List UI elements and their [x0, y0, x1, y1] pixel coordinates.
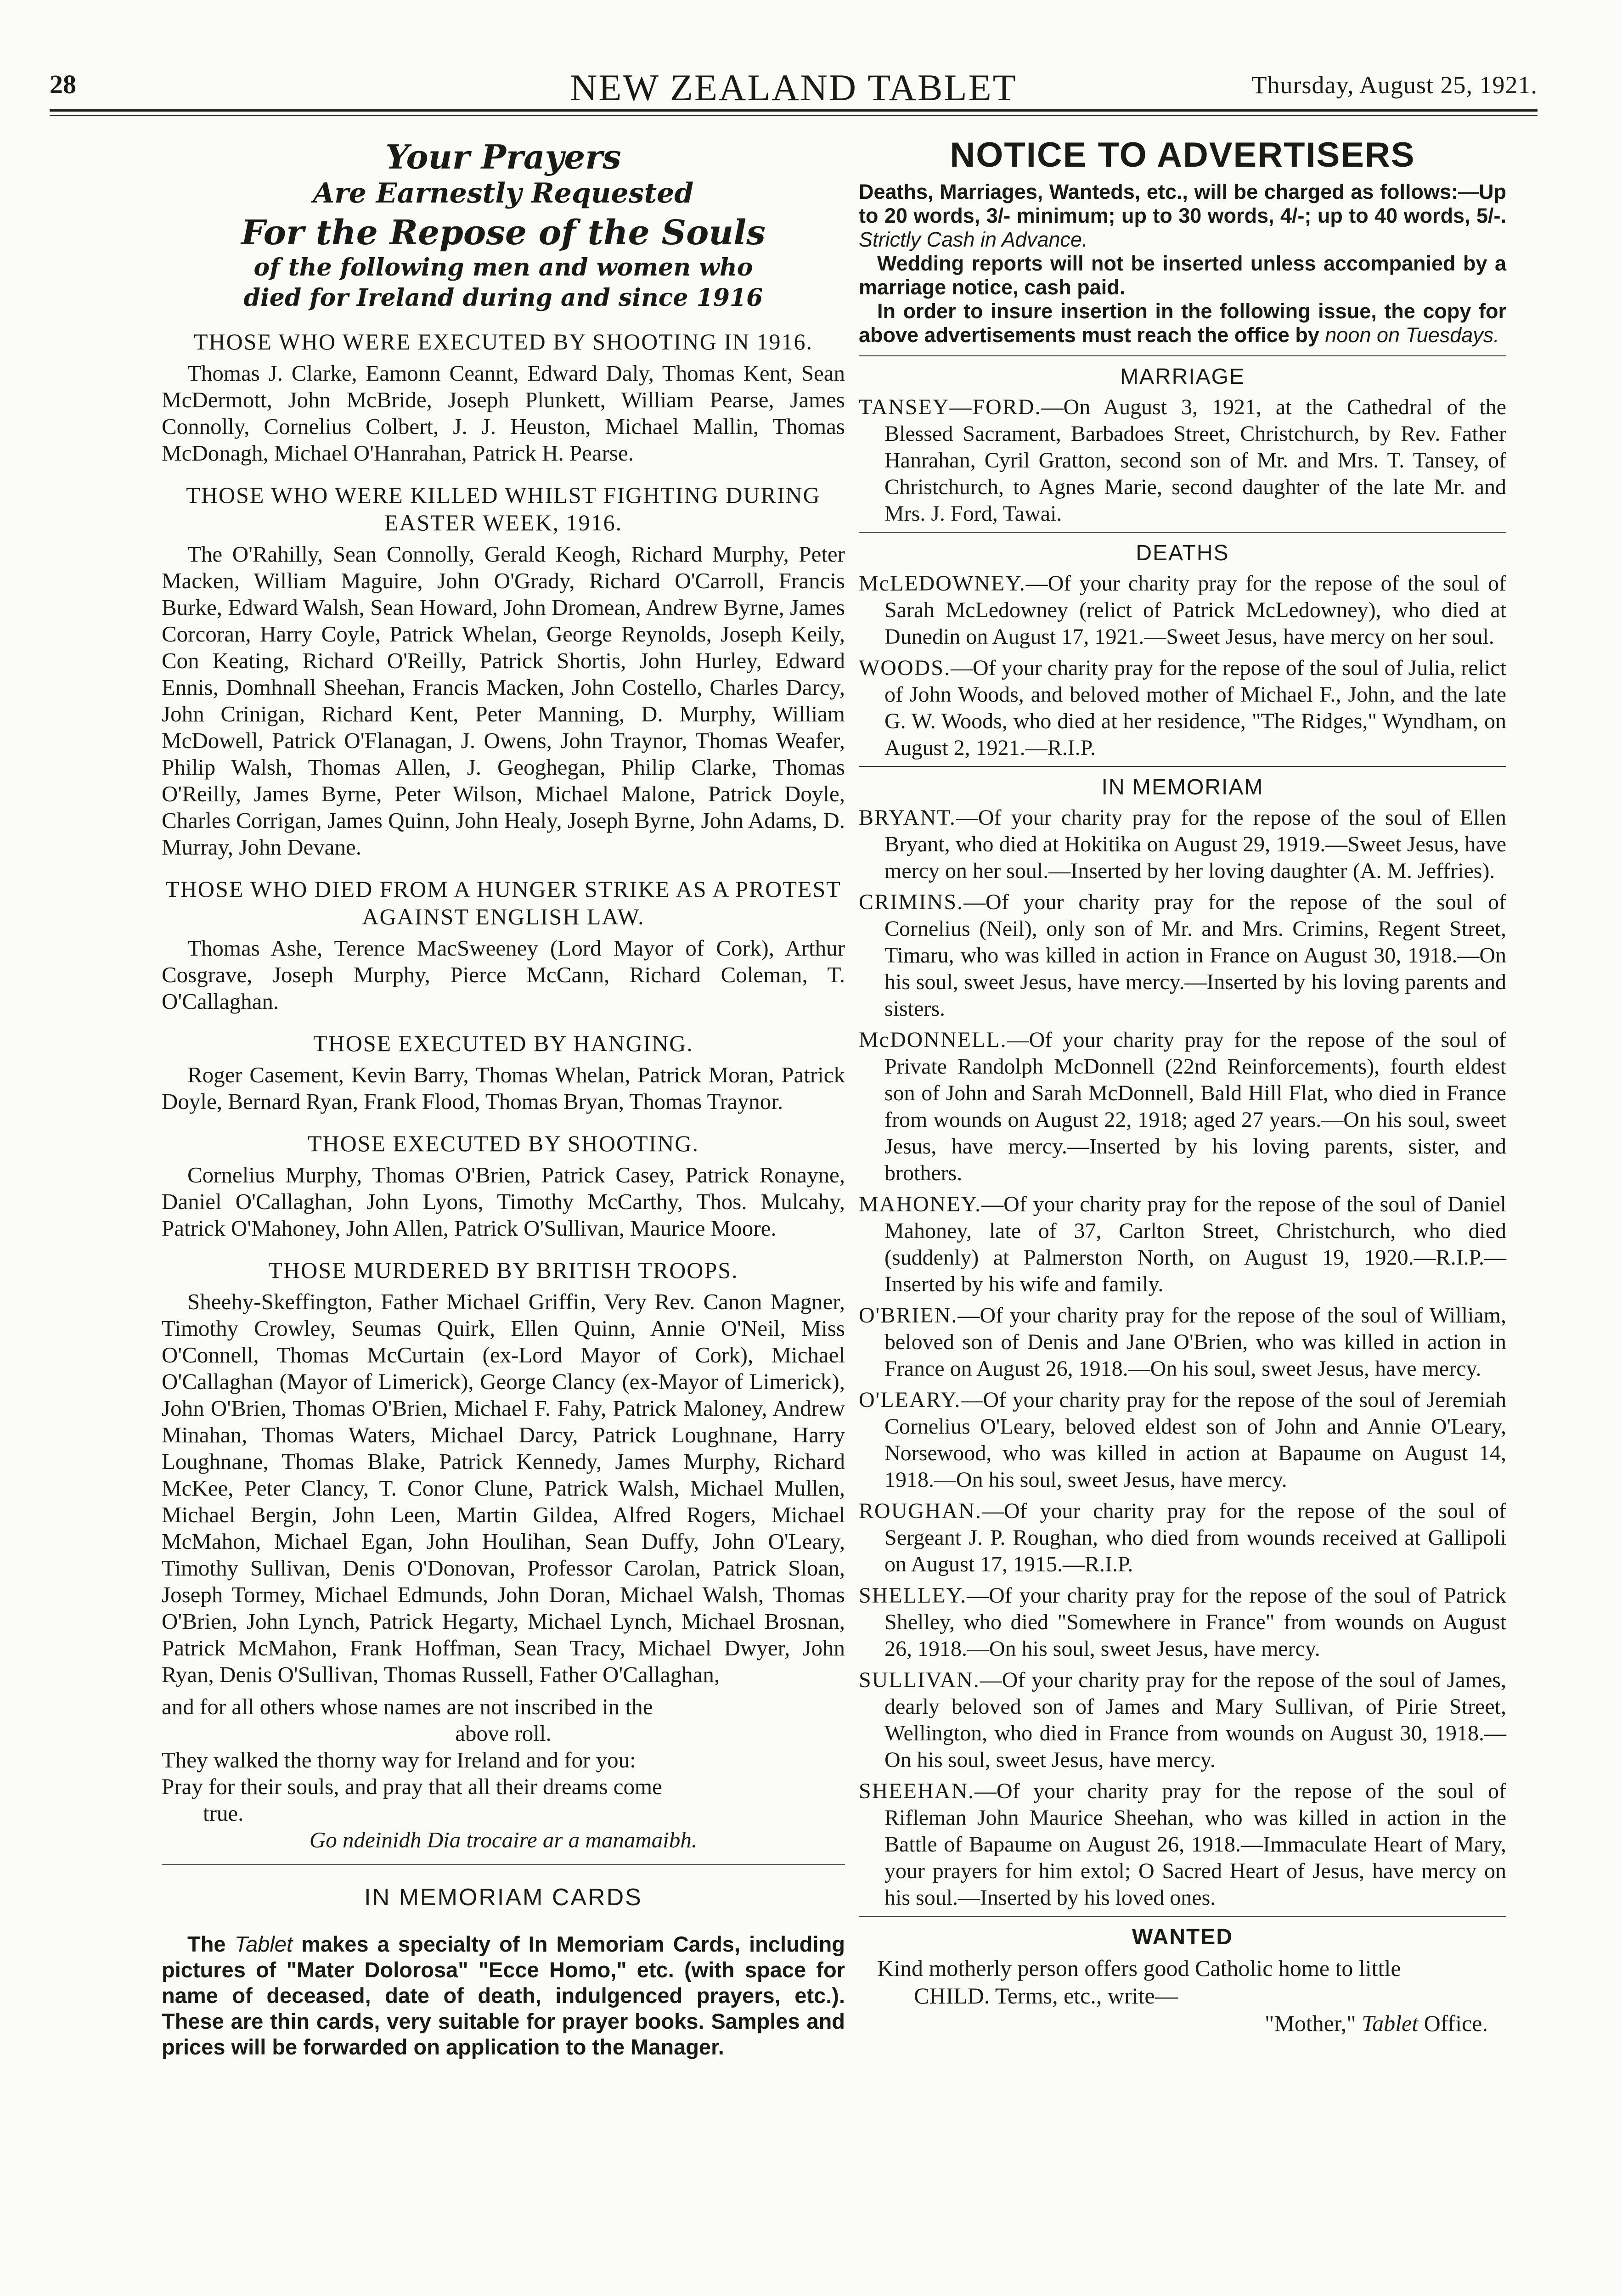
entry-name: O'BRIEN. — [859, 1303, 958, 1328]
section-names: Thomas J. Clarke, Eamonn Ceannt, Edward Daly, Thomas Kent, Sean McDermott, John McBride, Joseph Plunkett, William Pearse, James Connolly, Cornelius Colbert, J. J. Heuston, Michael Mallin, Thomas McDonagh, Michael O'Hanrahan, Patrick H. Pearse. — [162, 360, 845, 466]
death-entry — [859, 570, 1506, 650]
entry-name: McLEDOWNEY. — [859, 571, 1026, 596]
in-memoriam-heading: IN MEMORIAM — [1101, 775, 1264, 799]
entry-text: —Of your charity pray for the repose of the soul of Rifleman John Maurice Sheehan, who was killed in action in the Battle of Bapaume on August 26, 1918.—Immaculate Heart of Mary, your prayers for him extol; O Sacred Heart of Jesus, have mercy on his soul.—Inserted by his loved ones. — [884, 1779, 1506, 1910]
memoriam-entry — [859, 1778, 1506, 1911]
entry-text: —Of your charity pray for the repose of the soul of Cornelius (Neil), only son of Mr. and Mrs. Crimins, Regent Street, Timaru, who was killed in action in France on August 30, 1918.—On his soul, sweet Jesus, have mercy.—Inserted by his loving parents and sisters. — [884, 890, 1506, 1021]
section-divider — [859, 1916, 1506, 1917]
section-names: The O'Rahilly, Sean Connolly, Gerald Keogh, Richard Murphy, Peter Macken, William Maguire, John O'Grady, Richard O'Carroll, Francis Burke, Edward Walsh, Sean Howard, John Dromean, Andrew Byrne, James Corcoran, Harry Coyle, Patrick Whelan, George Reynolds, Joseph Keily, Con Keating, Richard O'Reilly, Patrick Shortis, John Hurley, Edward Ennis, Domhnall Sheehan, Francis Macken, John Costello, Charles Darcy, John Crinigan, Richard Kent, Peter Manning, D. Murphy, William McDowell, Patrick O'Flanagan, J. Owens, John Traynor, Thomas Weafer, Philip Walsh, Thomas Allen, J. Geoghegan, Philip Clarke, Thomas O'Reilly, James Byrne, Peter Wilson, Michael Malone, Patrick Doyle, Charles Corrigan, James Quinn, John Healy, Joseph Byrne, John Adams, D. Murray, John Devane. — [162, 541, 845, 860]
memoriam-cards-text — [162, 1931, 845, 2060]
entry-name: McDONNELL. — [859, 1028, 1007, 1052]
closing-verse — [162, 1694, 845, 1853]
closing-line: above roll. — [455, 1721, 552, 1746]
notice-wedding: Wedding reports will not be inserted unless accompanied by a marriage notice, cash paid. — [859, 252, 1506, 299]
entry-name: BRYANT. — [859, 805, 956, 830]
entry-text: —Of your charity pray for the repose of the soul of Julia, relict of John Woods, and beloved mother of Michael F., John, and the late G. W. Woods, who died at her residence, "The Ridges," Wyndham, on August 2, 1921.—R.I.P. — [884, 656, 1506, 760]
closing-line: and for all others whose names are not inscribed in the — [162, 1694, 653, 1719]
section-title: THOSE MURDERED BY BRITISH TROOPS. — [268, 1257, 738, 1283]
notice-rates — [859, 180, 1506, 252]
section-title: THOSE EXECUTED BY SHOOTING. — [307, 1131, 699, 1156]
entry-text: —Of your charity pray for the repose of the soul of Private Randolph McDonnell (22nd Reinforcements), fourth eldest son of John and Sarah McDonnell, Bald Hill Flat, who died in France from wounds on August 22, 1918; aged 27 years.—On his soul, sweet Jesus, have mercy.—Inserted by his loving parents, sister, and brothers. — [884, 1028, 1506, 1185]
marriage-entry — [859, 394, 1506, 527]
wanted-line: CHILD. Terms, etc., write— — [914, 1983, 1178, 2009]
section-title: THOSE WHO DIED FROM A HUNGER STRIKE AS A PROTEST AGAINST ENGLISH LAW. — [165, 876, 841, 929]
marriage-heading: MARRIAGE — [1120, 365, 1245, 389]
right-column — [859, 135, 1506, 2037]
header-rule — [50, 109, 1538, 112]
section-names: Cornelius Murphy, Thomas O'Brien, Patrick Casey, Patrick Ronayne, Daniel O'Callaghan, John Lyons, Timothy McCarthy, Thos. Mulcahy, Patrick O'Mahoney, John Allen, Patrick O'Sullivan, Maurice Moore. — [162, 1162, 845, 1241]
memoriam-entry — [859, 889, 1506, 1022]
entry-text: —Of your charity pray for the repose of the soul of Patrick Shelley, who died "Somewhere in France" from wounds on August 26, 1918.—On his soul, sweet Jesus, have mercy. — [884, 1583, 1506, 1661]
memoriam-entry — [859, 805, 1506, 884]
left-column — [162, 138, 845, 2060]
page-header — [50, 69, 1538, 106]
verse-line: Pray for their souls, and pray that all their dreams come — [162, 1774, 662, 1799]
entry-name: MAHONEY. — [859, 1192, 982, 1216]
entry-name: SHELLEY. — [859, 1583, 967, 1608]
memoriam-cards-text-rest: makes a specialty of In Memoriam Cards, including pictures of "Mater Dolorosa" "Ecce Homo," etc. (with space for name of deceased, date of death, indulgenced prayers, etc.). These are thin cards, very suitable for prayer books. Samples and prices will be forwarded on application to the Manager. — [162, 1932, 845, 2059]
prayers-line-died: died for Ireland during and since 1916 — [243, 284, 763, 312]
notice-rates-text: Deaths, Marriages, Wanteds, etc., will be charged as follows:—Up to 20 words, 3/- minimum; up to 30 words, 4/-; up to 40 words, 5/-. — [859, 180, 1506, 227]
section-names: Roger Casement, Kevin Barry, Thomas Whelan, Patrick Moran, Patrick Doyle, Bernard Ryan, Frank Flood, Thomas Bryan, Thomas Traynor. — [162, 1062, 845, 1114]
issue-date: Thursday, August 25, 1921. — [1251, 71, 1538, 99]
memoriam-entry — [859, 1667, 1506, 1773]
tablet-word: Tablet — [1362, 2010, 1419, 2036]
section-names: Sheehy-Skeffington, Father Michael Griffin, Very Rev. Canon Magner, Timothy Crowley, Seumas Quirk, Ellen Quinn, Annie O'Neil, Miss O'Connell, Thomas McCurtain (ex-Lord Mayor of Cork), Michael O'Callaghan (Mayor of Limerick), George Clancy (ex-Mayor of Limerick), John O'Brien, Thomas O'Brien, Michael F. Fahy, Patrick Maloney, Andrew Minahan, Thomas Waters, Michael Darcy, Patrick Loughnane, Harry Loughnane, Thomas Blake, Patrick Kennedy, James Murphy, Richard McKee, Peter Clancy, T. Conor Clune, Patrick Walsh, Michael Mullen, Michael Bergin, John Leen, Martin Gildea, Alfred Rogers, Michael McMahon, Michael Egan, John Houlihan, Sean Duffy, John O'Leary, Timothy Sullivan, Denis O'Donovan, Professor Carolan, Patrick Sloan, Joseph Tormey, Michael Edmunds, John Doran, Michael Walsh, Thomas O'Brien, John Lynch, Patrick Hegarty, Michael Lynch, Michael Brosnan, Patrick McMahon, Frank Hoffman, Sean Tracy, Michael Dwyer, John Ryan, Denis O'Sullivan, Thomas Russell, Father O'Callaghan, — [162, 1289, 845, 1687]
entry-name: WOODS. — [859, 656, 951, 680]
verse-line: They walked the thorny way for Ireland and for you: — [162, 1747, 636, 1773]
entry-text: —Of your charity pray for the repose of the soul of Daniel Mahoney, late of 37, Carlton Street, Christchurch, who died (suddenly) at Palmerston North, on August 19, 1920.—R.I.P.—Inserted by his wife and family. — [884, 1192, 1506, 1296]
deaths-heading: DEATHS — [1136, 541, 1229, 565]
verse-line: true. — [203, 1801, 244, 1826]
notice-deadline — [859, 299, 1506, 347]
notice-heading: NOTICE TO ADVERTISERS — [950, 135, 1415, 174]
prayers-repose-heading: For the Repose of the Souls — [241, 213, 766, 253]
memoriam-entry — [859, 1027, 1506, 1187]
tablet-word: Tablet — [234, 1932, 293, 1956]
memoriam-entry — [859, 1582, 1506, 1662]
section-names: Thomas Ashe, Terence MacSweeney (Lord Mayor of Cork), Arthur Cosgrave, Joseph Murphy, Pierce McCann, Richard Coleman, T. O'Callaghan. — [162, 935, 845, 1014]
wanted-heading: WANTED — [1132, 1925, 1233, 1949]
memoriam-entry — [859, 1191, 1506, 1298]
entry-name: SULLIVAN. — [859, 1668, 980, 1692]
section-title: THOSE WHO WERE KILLED WHILST FIGHTING DURING EASTER WEEK, 1916. — [186, 482, 821, 535]
wanted-sig-start: "Mother," — [1264, 2010, 1356, 2036]
entry-text: —Of your charity pray for the repose of the soul of Sarah McLedowney (relict of Patrick McLedowney), who died at Dunedin on August 17, 1921.—Sweet Jesus, have mercy on her soul. — [884, 571, 1506, 649]
entry-name: O'LEARY. — [859, 1388, 961, 1412]
entry-name: ROUGHAN. — [859, 1499, 982, 1523]
header-rule-thin — [50, 115, 1538, 116]
entry-text: —Of your charity pray for the repose of the soul of James, dearly beloved son of James and Mary Sullivan, of Pirie Street, Wellington, who died in France from wounds on August 30, 1918.—On his soul, sweet Jesus, have mercy. — [884, 1668, 1506, 1772]
section-divider — [859, 355, 1506, 356]
section-divider — [859, 766, 1506, 767]
prayers-subheading: Are Earnestly Requested — [313, 177, 694, 209]
section-divider — [162, 1864, 845, 1865]
entry-text: —Of your charity pray for the repose of the soul of Sergeant J. P. Roughan, who died from wounds received at Gallipoli on August 17, 1915.—R.I.P. — [884, 1499, 1506, 1576]
prayers-heading: Your Prayers — [385, 137, 621, 176]
publication-title: NEW ZEALAND TABLET — [570, 67, 1017, 108]
notice-cash-note: Strictly Cash in Advance. — [859, 228, 1088, 251]
wanted-signature — [859, 2009, 1506, 2037]
memoriam-cards-text-start: The — [187, 1932, 226, 1956]
wanted-line: Kind motherly person offers good Catholic home to little — [877, 1955, 1401, 1981]
entry-name: SHEEHAN. — [859, 1779, 974, 1803]
death-entry — [859, 655, 1506, 761]
notice-deadline-text: In order to insure insertion in the following issue, the copy for above advertisements must reach the office by — [859, 299, 1506, 347]
section-divider — [859, 532, 1506, 533]
memoriam-entry — [859, 1387, 1506, 1493]
memoriam-entry — [859, 1498, 1506, 1578]
page-number: 28 — [50, 69, 76, 99]
entry-text: —Of your charity pray for the repose of the soul of William, beloved son of Denis and Jane O'Brien, who was killed in action in France on August 26, 1918.—On his soul, sweet Jesus, have mercy. — [884, 1303, 1506, 1381]
prayers-line-following: of the following men and women who — [253, 253, 753, 281]
entry-text: —Of your charity pray for the repose of the soul of Jeremiah Cornelius O'Leary, beloved eldest son of John and Annie O'Leary, Norsewood, who was killed in action at Bapaume on August 14, 1918.—On his soul, sweet Jesus, have mercy. — [884, 1388, 1506, 1492]
entry-text: —On August 3, 1921, at the Cathedral of the Blessed Sacrament, Barbadoes Street, Christchurch, by Rev. Father Hanrahan, Cyril Gratton, second son of Mr. and Mrs. T. Tansey, of Christchurch, to Agnes Marie, second daughter of the late Mr. and Mrs. J. Ford, Tawai. — [884, 395, 1506, 526]
memoriam-entry — [859, 1302, 1506, 1382]
wanted-sig-end: Office. — [1424, 2010, 1488, 2036]
entry-name: CRIMINS. — [859, 890, 964, 914]
section-title: THOSE EXECUTED BY HANGING. — [313, 1030, 693, 1056]
notice-deadline-time: noon on Tuesdays. — [1325, 323, 1499, 347]
irish-prayer-line: Go ndeinidh Dia trocaire ar a manamaibh. — [309, 1827, 698, 1852]
section-title: THOSE WHO WERE EXECUTED BY SHOOTING IN 1916. — [193, 329, 813, 355]
entry-text: —Of your charity pray for the repose of the soul of Ellen Bryant, who died at Hokitika on August 29, 1919.—Sweet Jesus, have mercy on her soul.—Inserted by her loving daughter (A. M. Jeffries). — [884, 805, 1506, 883]
memoriam-cards-heading: IN MEMORIAM CARDS — [364, 1884, 642, 1911]
entry-name: TANSEY—FORD. — [859, 395, 1042, 419]
